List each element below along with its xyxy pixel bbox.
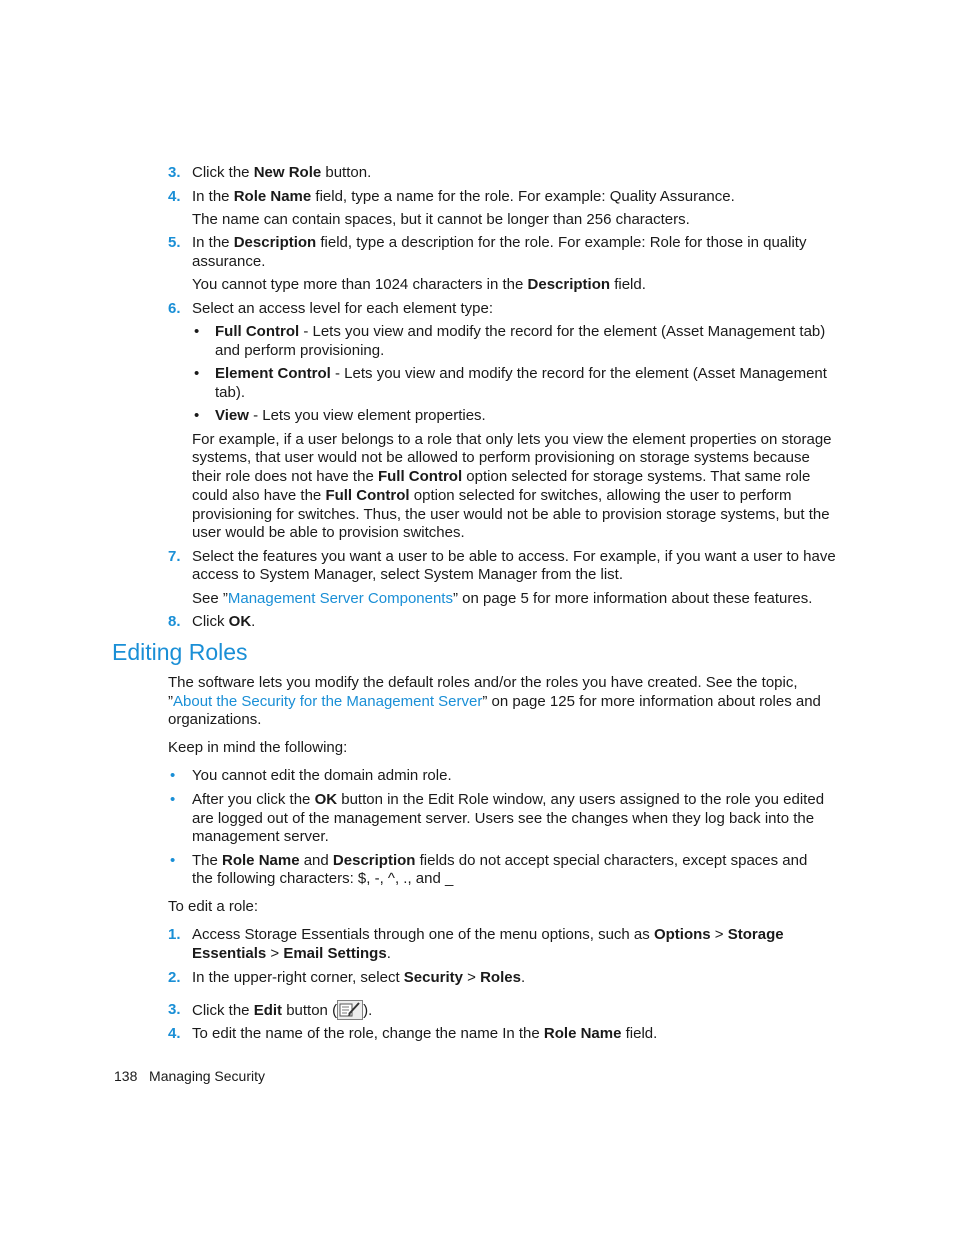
step-number: 4. xyxy=(168,188,181,205)
note-item-continued: management server. xyxy=(192,828,329,845)
text-run: Click the xyxy=(192,1002,254,1019)
note-item: You cannot edit the domain admin role. xyxy=(192,767,452,784)
text-run: button in the Edit Role window, any users assigned to the role you edited xyxy=(337,791,825,808)
text-run: option selected for storage systems. That same role xyxy=(462,468,811,485)
paragraph-line: For example, if a user belongs to a role that only lets you view the element properties on storage xyxy=(192,431,832,448)
bold-term: Description xyxy=(527,276,611,293)
text-run: Click the xyxy=(192,164,254,181)
step-number: 4. xyxy=(168,1025,181,1042)
text-run: In the xyxy=(192,234,234,251)
text-run: In the upper-right corner, select xyxy=(192,969,404,986)
text-run: option selected for switches, allowing the user to perform xyxy=(409,487,792,504)
text-run: ” xyxy=(168,693,173,710)
section-heading: Editing Roles xyxy=(112,639,248,665)
text-run: . xyxy=(520,969,526,986)
bullet-dot: • xyxy=(194,365,200,382)
text-run: You cannot type more than 1024 characters in the xyxy=(192,276,528,293)
note-item-continued: are logged out of the management server. Users see the changes when they log back into the xyxy=(192,810,815,827)
text-run: field. xyxy=(610,276,646,293)
text-run: and xyxy=(299,852,333,869)
access-level-item-continued: tab). xyxy=(215,384,246,401)
intro-line xyxy=(168,692,821,711)
paragraph-line: provisioning for switches. Thus, the user would not be able to provision storage systems, but the xyxy=(192,506,830,523)
bullet-dot: • xyxy=(170,852,176,869)
note-item-continued: the following characters: $, -, ^, ., and _ xyxy=(192,870,454,887)
note-item xyxy=(192,851,807,870)
about-security-link[interactable]: About the Security for the Management Server xyxy=(173,693,483,710)
bullet-dot: • xyxy=(194,323,200,340)
paragraph-line: user would be able to provision switches. xyxy=(192,524,465,541)
bold-term: Essentials xyxy=(192,945,267,962)
step-number: 3. xyxy=(168,164,181,181)
text-run: . xyxy=(386,945,391,962)
bold-term: Storage xyxy=(727,926,784,943)
bold-term: Full Control xyxy=(215,323,300,340)
text-run: - Lets you view element properties. xyxy=(248,407,486,424)
text-run: > xyxy=(266,945,284,962)
text-run: In the xyxy=(192,188,234,205)
text-run: field, type a description for the role. For example: Role for those in quality xyxy=(316,234,807,251)
step-text xyxy=(192,968,525,987)
text-run: fields do not accept special characters, except spaces and xyxy=(415,852,808,869)
step-text xyxy=(192,1000,372,1020)
note-item xyxy=(192,790,824,809)
paragraph-line xyxy=(192,486,791,505)
bold-term: Email Settings xyxy=(283,945,387,962)
step-text: Select the features you want a user to be able to access. For example, if you want a user to have xyxy=(192,548,836,565)
text-run: - Lets you view and modify the record for the element (Asset Management xyxy=(330,365,827,382)
section-name: Managing Security xyxy=(149,1068,265,1084)
bullet-dot: • xyxy=(170,767,176,784)
access-level-item xyxy=(215,322,825,341)
bullet-dot: • xyxy=(194,407,200,424)
step-text xyxy=(192,612,255,631)
text-run: The xyxy=(192,852,223,869)
bullet-dot: • xyxy=(170,791,176,808)
step-number: 6. xyxy=(168,300,181,317)
bold-term: OK xyxy=(314,791,338,808)
text-run: field. xyxy=(621,1025,658,1042)
bold-term: Description xyxy=(332,852,416,869)
step-number: 2. xyxy=(168,969,181,986)
step-text: Select an access level for each element type: xyxy=(192,300,493,317)
edit-icon xyxy=(337,1000,363,1020)
text-run: could also have the xyxy=(192,487,326,504)
step-text-continued: access to System Manager, select System Manager from the list. xyxy=(192,566,624,583)
step-text-continued xyxy=(192,944,391,963)
access-level-item xyxy=(215,406,486,425)
text-run: ). xyxy=(363,1002,373,1019)
text-run: After you click the xyxy=(192,791,315,808)
bold-term: OK xyxy=(228,613,252,630)
bold-term: New Role xyxy=(253,164,322,181)
text-run: Access Storage Essentials through one of the menu options, such as xyxy=(192,926,654,943)
page-footer xyxy=(114,1067,265,1085)
text-run: ” on page 5 for more information about these features. xyxy=(452,590,813,607)
text-run: button ( xyxy=(282,1002,338,1019)
step-number: 3. xyxy=(168,1001,181,1018)
bold-term: Security xyxy=(403,969,463,986)
step-number: 8. xyxy=(168,613,181,630)
page-number: 138 xyxy=(114,1068,138,1084)
bold-term: Role Name xyxy=(543,1025,622,1042)
text-run: ” on page 125 for more information about roles and xyxy=(482,693,821,710)
bold-term: Element Control xyxy=(215,365,331,382)
bold-term: Description xyxy=(233,234,317,251)
bold-term: Full Control xyxy=(325,487,410,504)
step-text xyxy=(192,163,371,182)
text-run: field, type a name for the role. For example: Quality Assurance. xyxy=(311,188,735,205)
bold-term: Full Control xyxy=(377,468,463,485)
paragraph-line xyxy=(192,467,810,486)
bold-term: Role Name xyxy=(222,852,300,869)
step-text-continued: assurance. xyxy=(192,253,266,270)
text-run: To edit the name of the role, change the name In the xyxy=(192,1025,544,1042)
paragraph-line: systems, that user would not be allowed to perform provisioning on storage systems because xyxy=(192,449,810,466)
step-text xyxy=(192,187,735,206)
step-text xyxy=(192,925,784,944)
to-edit-intro: To edit a role: xyxy=(168,898,259,915)
step-number: 7. xyxy=(168,548,181,565)
text-run: See ” xyxy=(192,590,228,607)
keep-in-mind: Keep in mind the following: xyxy=(168,739,348,756)
access-level-item xyxy=(215,364,827,383)
bold-term: Edit xyxy=(253,1002,283,1019)
text-run: > xyxy=(710,926,728,943)
bold-term: Options xyxy=(653,926,711,943)
step-note xyxy=(192,275,646,294)
step-text xyxy=(192,1024,657,1043)
step-note: The name can contain spaces, but it cannot be longer than 256 characters. xyxy=(192,211,690,228)
text-run: > xyxy=(462,969,481,986)
text-run: . xyxy=(251,613,256,630)
intro-line: The software lets you modify the default roles and/or the roles you have created. See the topic, xyxy=(168,674,798,691)
step-number: 5. xyxy=(168,234,181,251)
text-run: Click xyxy=(192,613,229,630)
intro-line: organizations. xyxy=(168,711,262,728)
step-text xyxy=(192,233,806,252)
text-run: - Lets you view and modify the record for the element (Asset Management tab) xyxy=(299,323,826,340)
access-level-item-continued: and perform provisioning. xyxy=(215,342,385,359)
text-run: button. xyxy=(321,164,372,181)
bold-term: Role Name xyxy=(233,188,312,205)
text-run: their role does not have the xyxy=(192,468,378,485)
bold-term: View xyxy=(215,407,249,424)
step-note xyxy=(192,589,812,608)
bold-term: Roles xyxy=(480,969,521,986)
management-server-components-link[interactable]: Management Server Components xyxy=(227,590,453,607)
step-number: 1. xyxy=(168,926,181,943)
